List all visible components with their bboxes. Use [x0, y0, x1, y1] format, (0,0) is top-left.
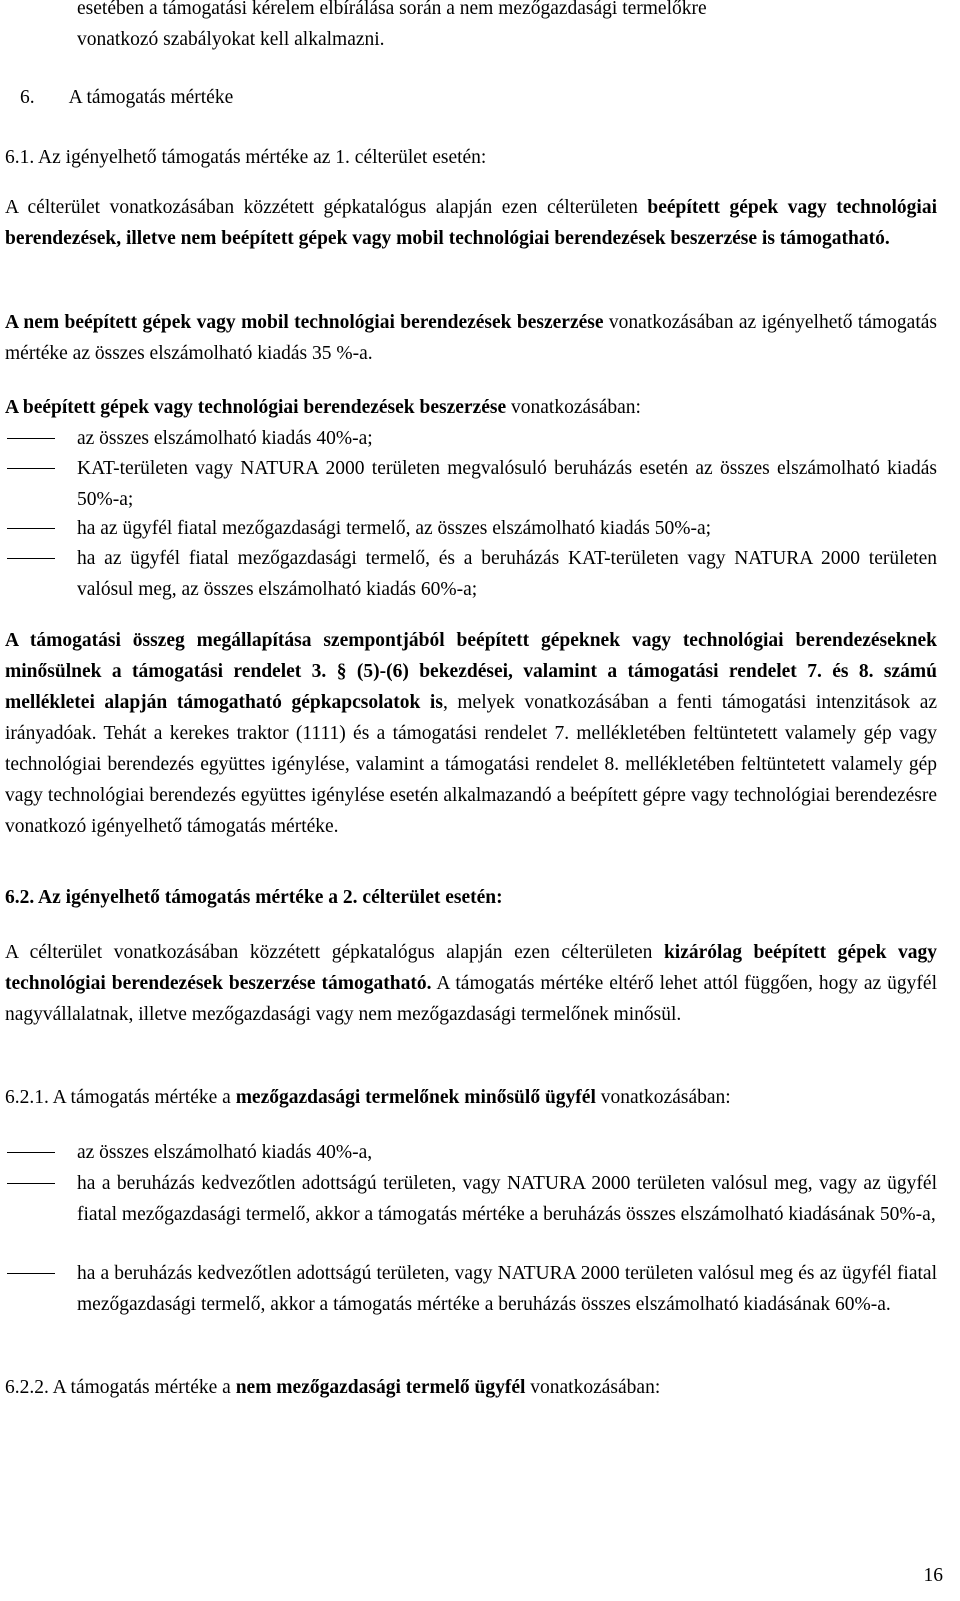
list-2-item-3: ha a beruházás kedvezőtlen adottságú területen, vagy NATURA 2000 területen valósul meg és az ügyfél fiatal mezőgazdasági termelő, akkor a támogatás mértéke a beruházás összes elszámolható kiadásának 60%-a.	[77, 1263, 937, 1315]
dash-icon	[7, 528, 55, 529]
section-6-heading	[20, 82, 952, 113]
section-6-title: A támogatás mértéke	[68, 87, 234, 108]
list-2-item-2: ha a beruházás kedvezőtlen adottságú területen, vagy NATURA 2000 területen valósul meg, vagy az ügyfél fiatal mezőgazdasági termelő, akkor a támogatás mértéke a beruházás összes elszámolható kiadásának 50%-a,	[77, 1173, 937, 1225]
section-6-2-heading: 6.2. Az igényelhető támogatás mértéke a 2. célterület esetén:	[5, 887, 503, 908]
dash-icon	[7, 438, 55, 439]
paragraph-4-bold-1: A támogatási összeg megállapítása szempontjából beépített gépeknek vagy technológiai berendezéseknek minősülnek a támogatási rendelet 3. § (5)-(6) bekezdései, valamint a támogatási rendelet 7. és 8.	[5, 630, 937, 682]
subsection-6-2-1-normal-2: vonatkozásában:	[595, 1087, 731, 1108]
dash-icon	[7, 1152, 55, 1153]
page-number: 16	[923, 1565, 943, 1586]
list-2-item-1: az összes elszámolható kiadás 40%-a,	[77, 1142, 373, 1163]
section-6-1-heading: 6.1. Az igényelhető támogatás mértéke az 1. célterület esetén:	[5, 147, 487, 168]
intro-paragraph	[77, 0, 937, 55]
list-1-item-3: ha az ügyfél fiatal mezőgazdasági termelő, az összes elszámolható kiadás 50%-a;	[77, 518, 712, 539]
paragraph-2	[5, 307, 937, 369]
paragraph-1-normal: A célterület vonatkozásában közzétett gépkatalógus alapján ezen célterületen	[5, 197, 648, 218]
paragraph-4	[5, 625, 937, 842]
paragraph-3-normal: vonatkozásában:	[506, 397, 641, 418]
paragraph-5	[5, 937, 937, 1030]
paragraph-5-normal-1: A célterület vonatkozásában közzétett gépkatalógus alapján ezen célterületen	[5, 942, 664, 963]
paragraph-4-normal: , melyek vonatkozásában a fenti támogatási intenzitások az irányadóak. Tehát a kerekes traktor (1111) és a támogatási rendelet 7. mellékletében feltüntetett valamely gép vagy technológiai berendezés együttes igénylése, valamint a támogatási rendelet 8. mellékletében feltüntetett valamely gép vagy technológiai berendezés együttes igénylése esetén alkalmazandó a beépített gépre vagy technológiai berendezésre vonatkozó igényelhető támogatás mértéke.	[5, 692, 938, 837]
subsection-6-2-1	[5, 1082, 937, 1113]
dash-icon	[7, 1183, 55, 1184]
paragraph-2-normal: vonatkozásában az igényelhető támogatás mértéke az összes elszámolható kiadás 35 %-a.	[5, 312, 937, 364]
subsection-6-2-2-normal-1: 6.2.2. A támogatás mértéke a	[5, 1377, 236, 1398]
subsection-6-2-1-bold: mezőgazdasági termelőnek minősülő ügyfél	[235, 1087, 596, 1108]
dash-icon	[7, 1273, 55, 1274]
paragraph-3	[5, 392, 937, 423]
paragraph-1	[5, 192, 937, 254]
list-1-item-2: KAT-területen vagy NATURA 2000 területen megvalósuló beruházás esetén az összes elszámolható kiadás 50%-a;	[77, 458, 937, 510]
paragraph-1-bold: beépített gépek vagy technológiai berendezések, illetve nem beépített gépek vagy mobil technológiai berendezések beszerzése is támogatható.	[5, 197, 937, 249]
subsection-6-2-2-normal-2: vonatkozásában:	[525, 1377, 661, 1398]
intro-line-1: esetében a támogatási kérelem elbírálása során a nem mezőgazdasági termelőkre	[77, 0, 707, 19]
paragraph-4-bold-2: számú mellékletei alapján támogatható gépkapcsolatok is	[5, 661, 937, 713]
paragraph-5-normal-2: A támogatás mértéke eltérő lehet attól függően, hogy az ügyfél nagyvállalatnak, illetve mezőgazdasági vagy nem mezőgazdasági termelőnek minősül.	[5, 973, 937, 1025]
dash-icon	[7, 468, 55, 469]
section-6-number: 6.	[20, 87, 35, 108]
subsection-6-2-2-bold: nem mezőgazdasági termelő ügyfél	[235, 1377, 526, 1398]
subsection-6-2-2	[5, 1372, 937, 1403]
paragraph-2-bold: A nem beépített gépek vagy mobil technológiai berendezések beszerzése	[5, 312, 604, 333]
list-1-item-4: ha az ügyfél fiatal mezőgazdasági termelő, és a beruházás KAT-területen vagy NATURA 2000 területen valósul meg, az összes elszámolható kiadás 60%-a;	[77, 548, 937, 600]
intro-line-2: vonatkozó szabályokat kell alkalmazni.	[77, 29, 385, 50]
paragraph-3-bold: A beépített gépek vagy technológiai berendezések beszerzése	[5, 397, 507, 418]
subsection-6-2-1-normal-1: 6.2.1. A támogatás mértéke a	[5, 1087, 236, 1108]
paragraph-5-bold: kizárólag beépített gépek vagy technológiai berendezések beszerzése támogatható.	[5, 942, 937, 994]
dash-icon	[7, 558, 55, 559]
list-1-item-1: az összes elszámolható kiadás 40%-a;	[77, 428, 373, 449]
